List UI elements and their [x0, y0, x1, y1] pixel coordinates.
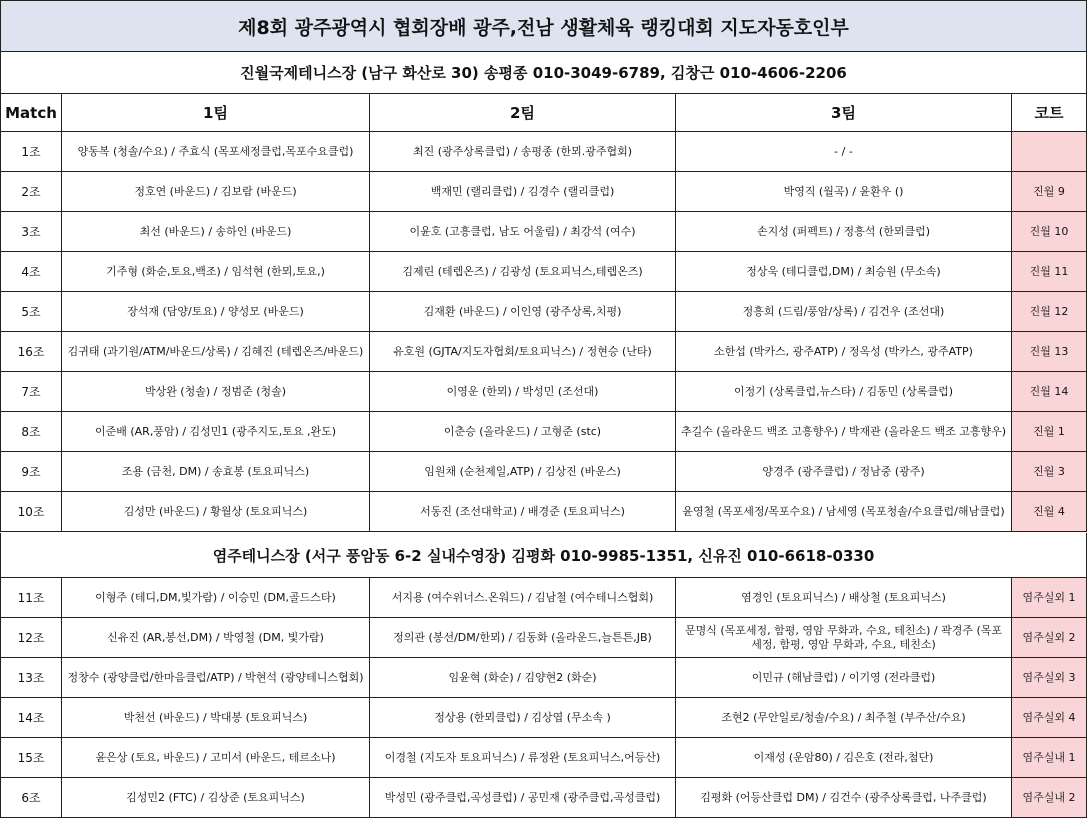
team2-cell: 박성민 (광주클럽,곡성클럽) / 공민재 (광주클럽,곡성클럽): [370, 778, 676, 817]
team2-cell: 김재환 (바운드) / 이인영 (광주상록,치평): [370, 292, 676, 331]
team2-cell: 서지용 (여수위너스.온워드) / 김남철 (여수테니스협회): [370, 578, 676, 617]
team3-cell: 양경주 (광주클럽) / 정남중 (광주): [676, 452, 1012, 491]
court-cell: 염주실외 3: [1012, 658, 1087, 697]
court-cell: 진월 3: [1012, 452, 1087, 491]
team3-cell: 손지성 (퍼펙트) / 정흥석 (한뫼클럽): [676, 212, 1012, 251]
court-cell: 염주실외 1: [1012, 578, 1087, 617]
match-cell: 4조: [0, 252, 62, 291]
team2-cell: 이윤호 (고흥클럽, 남도 어울림) / 최강석 (여수): [370, 212, 676, 251]
team3-cell: 염경인 (토요피닉스) / 배상철 (토요피닉스): [676, 578, 1012, 617]
match-cell: 15조: [0, 738, 62, 777]
court-cell: 진월 13: [1012, 332, 1087, 371]
team1-cell: 이형주 (테디,DM,빛가람) / 이승민 (DM,골드스타): [62, 578, 370, 617]
team1-cell: 김귀태 (과기원/ATM/바운드/상록) / 김혜진 (테렙온즈/바운드): [62, 332, 370, 371]
header-match: Match: [0, 94, 62, 131]
match-cell: 9조: [0, 452, 62, 491]
court-cell: 진월 11: [1012, 252, 1087, 291]
court-cell: 진월 9: [1012, 172, 1087, 211]
match-row: [0, 578, 1087, 618]
team3-cell: 이정기 (상록클럽,뉴스타) / 김동민 (상록클럽): [676, 372, 1012, 411]
team3-cell: - / -: [676, 132, 1012, 171]
match-row: [0, 452, 1087, 492]
match-cell: 16조: [0, 332, 62, 371]
team3-cell: 김평화 (어등산클럽 DM) / 김건수 (광주상록클럽, 나주클럽): [676, 778, 1012, 817]
match-cell: 11조: [0, 578, 62, 617]
match-row: [0, 738, 1087, 778]
match-row: [0, 212, 1087, 252]
match-row: [0, 778, 1087, 818]
team1-cell: 박천선 (바운드) / 박대봉 (토요피닉스): [62, 698, 370, 737]
match-cell: 5조: [0, 292, 62, 331]
team3-cell: 소한섭 (박카스, 광주ATP) / 정옥성 (박카스, 광주ATP): [676, 332, 1012, 371]
match-row: [0, 658, 1087, 698]
team1-cell: 조용 (금천, DM) / 송효봉 (토요피닉스): [62, 452, 370, 491]
court-cell: 진월 1: [1012, 412, 1087, 451]
team1-cell: 김성만 (바운드) / 황월상 (토요피닉스): [62, 492, 370, 531]
team3-cell: 조현2 (무안일로/청솔/수요) / 최주철 (부주산/수요): [676, 698, 1012, 737]
header-team2: 2팀: [370, 94, 676, 131]
team3-cell: 윤영철 (목포세정/목포수요) / 남세영 (목포청솔/수요클럽/해남클럽): [676, 492, 1012, 531]
team2-cell: 이영운 (한뫼) / 박성민 (조선대): [370, 372, 676, 411]
team1-cell: 최선 (바운드) / 송하인 (바운드): [62, 212, 370, 251]
match-cell: 7조: [0, 372, 62, 411]
match-cell: 1조: [0, 132, 62, 171]
team1-cell: 정창수 (광양클럽/한마음클럽/ATP) / 박현석 (광양테니스협회): [62, 658, 370, 697]
header-team1: 1팀: [62, 94, 370, 131]
team1-cell: 양동복 (청솔/수요) / 주효식 (목포세정클럽,목포수요클럽): [62, 132, 370, 171]
match-cell: 3조: [0, 212, 62, 251]
match-cell: 10조: [0, 492, 62, 531]
court-cell: 진월 12: [1012, 292, 1087, 331]
team3-cell: 추길수 (올라운드 백조 고흥향우) / 박재관 (올라운드 백조 고흥향우): [676, 412, 1012, 451]
team1-cell: 장석재 (담양/토요) / 양성모 (바운드): [62, 292, 370, 331]
team2-cell: 정상용 (한뫼클럽) / 김상엽 (무소속 ): [370, 698, 676, 737]
team3-cell: 정흥희 (드림/풍암/상록) / 김건우 (조선대): [676, 292, 1012, 331]
match-row: [0, 492, 1087, 532]
team1-cell: 신유진 (AR,봉선,DM) / 박영철 (DM, 빛가람): [62, 618, 370, 657]
match-row: [0, 292, 1087, 332]
match-row: [0, 372, 1087, 412]
court-cell: 진월 14: [1012, 372, 1087, 411]
court-cell: [1012, 132, 1087, 171]
match-row: [0, 618, 1087, 658]
team3-cell: 이재성 (운암80) / 김은호 (전라,첨단): [676, 738, 1012, 777]
match-row: [0, 332, 1087, 372]
team1-cell: 이준배 (AR,풍암) / 김성민1 (광주지도,토요 ,완도): [62, 412, 370, 451]
team1-cell: 박상완 (청솔) / 정범준 (청솔): [62, 372, 370, 411]
match-cell: 12조: [0, 618, 62, 657]
team3-cell: 박영직 (월곡) / 윤환우 (): [676, 172, 1012, 211]
match-cell: 13조: [0, 658, 62, 697]
team3-cell: 이민규 (해남클럽) / 이기영 (전라클럽): [676, 658, 1012, 697]
match-row: [0, 412, 1087, 452]
team2-cell: 이춘승 (올라운드) / 고형준 (stc): [370, 412, 676, 451]
team2-cell: 최진 (광주상록클럽) / 송평종 (한뫼.광주협회): [370, 132, 676, 171]
match-row: [0, 172, 1087, 212]
match-cell: 14조: [0, 698, 62, 737]
team2-cell: 김제린 (테렙온즈) / 김광성 (토요피닉스,테렙온즈): [370, 252, 676, 291]
team2-cell: 임원채 (순천제일,ATP) / 김상진 (바운스): [370, 452, 676, 491]
match-row: [0, 252, 1087, 292]
court-cell: 염주실내 2: [1012, 778, 1087, 817]
match-cell: 2조: [0, 172, 62, 211]
team2-cell: 임윤혁 (화순) / 김양현2 (화순): [370, 658, 676, 697]
court-cell: 염주실외 2: [1012, 618, 1087, 657]
team1-cell: 기주형 (화순,토요,백조) / 임석현 (한뫼,토요,): [62, 252, 370, 291]
court-cell: 염주실내 1: [1012, 738, 1087, 777]
team1-cell: 정호연 (바운드) / 김보람 (바운드): [62, 172, 370, 211]
team2-cell: 정의관 (봉선/DM/한뫼) / 김동화 (올라운드,늘튼튼,JB): [370, 618, 676, 657]
team1-cell: 윤은상 (토요, 바운드) / 고미서 (바운드, 테르소나): [62, 738, 370, 777]
venue-header-yeomju: 염주테니스장 (서구 풍암동 6-2 실내수영장) 김평화 010-9985-1351, 신유진 010-6618-0330: [0, 533, 1087, 578]
header-team3: 3팀: [676, 94, 1012, 131]
match-row: [0, 132, 1087, 172]
team2-cell: 백재민 (랠리클럽) / 김경수 (랠리클럽): [370, 172, 676, 211]
team3-cell: 문명식 (목포세정, 함평, 영암 무화과, 수요, 테친소) / 곽경주 (목포세정, 함평, 영암 무화과, 수요, 테친소): [676, 618, 1012, 657]
court-cell: 진월 10: [1012, 212, 1087, 251]
match-cell: 8조: [0, 412, 62, 451]
team3-cell: 정상욱 (테디클럽,DM) / 최승원 (무소속): [676, 252, 1012, 291]
team2-cell: 서동진 (조선대학교) / 배경준 (토요피닉스): [370, 492, 676, 531]
team2-cell: 이경철 (지도자 토요피닉스) / 류정완 (토요피닉스,어등산): [370, 738, 676, 777]
team1-cell: 김성민2 (FTC) / 김상준 (토요피닉스): [62, 778, 370, 817]
sheet-title: 제8회 광주광역시 협회장배 광주,전남 생활체육 랭킹대회 지도자동호인부: [0, 0, 1087, 52]
court-cell: 염주실외 4: [1012, 698, 1087, 737]
match-row: [0, 698, 1087, 738]
venue-header-jinwol: 진월국제테니스장 (남구 화산로 30) 송평종 010-3049-6789, 김창근 010-4606-2206: [0, 52, 1087, 94]
column-header-row: [0, 94, 1087, 132]
court-cell: 진월 4: [1012, 492, 1087, 531]
team2-cell: 유호원 (GJTA/지도자협회/토요피닉스) / 정현승 (난타): [370, 332, 676, 371]
header-court: 코트: [1012, 94, 1087, 131]
match-cell: 6조: [0, 778, 62, 817]
